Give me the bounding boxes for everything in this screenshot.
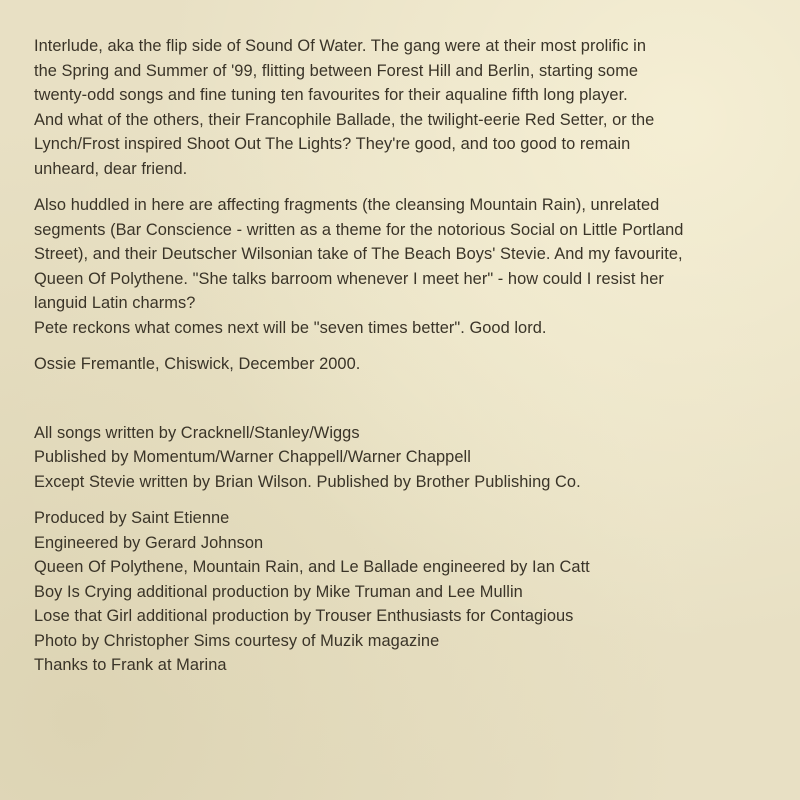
intro-line: twenty-odd songs and fine tuning ten favourites for their aqualine fifth long player. <box>34 86 628 104</box>
section-gap <box>34 377 760 421</box>
paragraph-gap <box>34 340 760 352</box>
fragments-line: languid Latin charms? <box>34 294 196 312</box>
credit-line: Published by Momentum/Warner Chappell/Warner Chappell <box>34 448 471 466</box>
fragments-line: Queen Of Polythene. "She talks barroom whenever I meet her" - how could I resist her <box>34 269 664 288</box>
credit-line: All songs written by Cracknell/Stanley/Wiggs <box>34 423 360 442</box>
fragments-line: Also huddled in here are affecting fragments (the cleansing Mountain Rain), unrelated <box>34 196 660 214</box>
fragments-line: segments (Bar Conscience - written as a theme for the notorious Social on Little Portland <box>34 220 684 239</box>
signature <box>34 352 760 377</box>
paragraph-gap <box>34 494 760 506</box>
credit-line: Queen Of Polythene, Mountain Rain, and Le Ballade engineered by Ian Catt <box>34 558 590 576</box>
production-credits <box>34 506 760 678</box>
paragraph-gap <box>34 181 760 193</box>
fragments-line: Pete reckons what comes next will be "seven times better". Good lord. <box>34 318 547 337</box>
intro-line: And what of the others, their Francophile Ballade, the twilight-eerie Red Setter, or the <box>34 110 655 129</box>
intro-line: unheard, dear friend. <box>34 159 188 178</box>
credit-line: Except Stevie written by Brian Wilson. Published by Brother Publishing Co. <box>34 472 581 491</box>
credit-line: Boy Is Crying additional production by Mike Truman and Lee Mullin <box>34 582 523 601</box>
intro-line: Interlude, aka the flip side of Sound Of Water. The gang were at their most prolific in <box>34 37 647 55</box>
intro-paragraph <box>34 34 760 181</box>
credit-line: Thanks to Frank at Marina <box>34 656 227 674</box>
credit-line: Photo by Christopher Sims courtesy of Muzik magazine <box>34 631 440 650</box>
songwriting-credits <box>34 421 760 495</box>
fragments-paragraph <box>34 193 760 340</box>
credit-line: Engineered by Gerard Johnson <box>34 533 264 552</box>
intro-line: Lynch/Frost inspired Shoot Out The Lights? They're good, and too good to remain <box>34 135 631 153</box>
credit-line: Lose that Girl additional production by Trouser Enthusiasts for Contagious <box>34 607 574 625</box>
signature-line: Ossie Fremantle, Chiswick, December 2000. <box>34 355 361 373</box>
credit-line: Produced by Saint Etienne <box>34 509 230 527</box>
intro-line: the Spring and Summer of '99, flitting between Forest Hill and Berlin, starting some <box>34 61 639 80</box>
fragments-line: Street), and their Deutscher Wilsonian take of The Beach Boys' Stevie. And my favourite, <box>34 245 683 263</box>
